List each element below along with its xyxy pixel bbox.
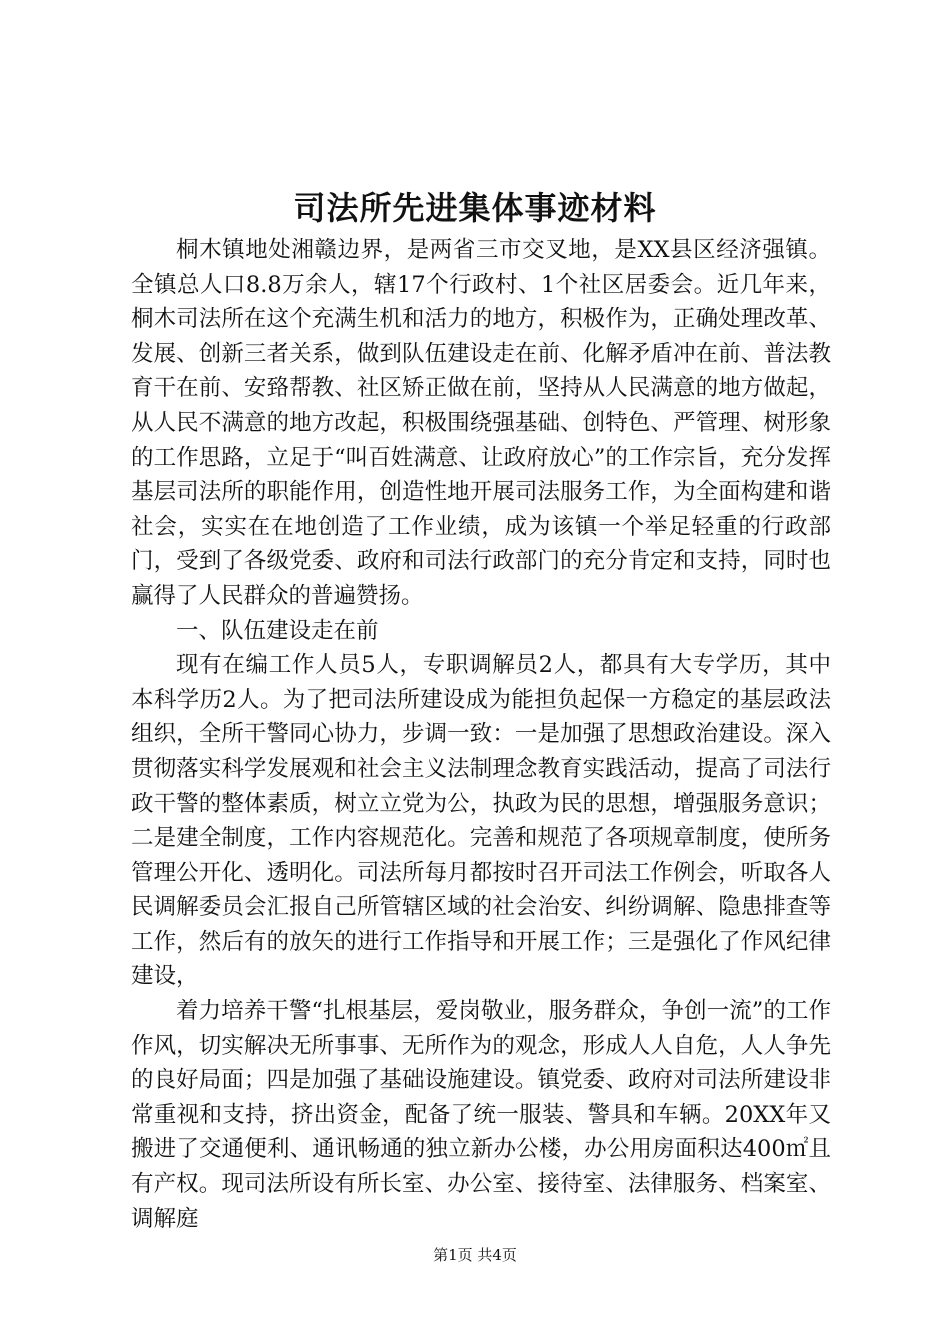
paragraph-style: 着力培养干警“扎根基层，爱岗敬业，服务群众，争创一流”的工作作风，切实解决无所事事、无所作为的观念，形成人人自危，人人争先的良好局面；四是加强了基础设施建设。镇党委、政府对司法所建设非常重视和支持，挤出资金，配备了统一服装、警具和车辆。20XX年又搬进了交通便利、通讯畅通的独立新办公楼，办公用房面积达400㎡且有产权。现司法所设有所长室、办公室、接待室、法律服务、档案室、调解庭 [131, 998, 831, 1232]
document-title: 司法所先进集体事迹材料 [293, 189, 657, 227]
section-heading: 一、队伍建设走在前 [176, 617, 379, 644]
paragraph-intro: 桐木镇地处湘赣边界，是两省三市交叉地，是XX县区经济强镇。全镇总人口8.8万余人，辖17个行政村、1个社区居委会。近几年来，桐木司法所在这个充满生机和活力的地方，积极作为，正确处理改革、发展、创新三者关系，做到队伍建设走在前、化解矛盾冲在前、普法教育干在前、安臵帮教、社区矫正做在前，坚持从人民满意的地方做起，从人民不满意的地方改起，积极围绕强基础、创特色、严管理、树形象的工作思路，立足于“叫百姓满意、让政府放心”的工作宗旨，充分发挥基层司法所的职能作用，创造性地开展司法服务工作，为全面构建和谐社会，实实在在地创造了工作业绩，成为该镇一个举足轻重的行政部门，受到了各级党委、政府和司法行政部门的充分肯定和支持，同时也赢得了人民群众的普遍赞扬。 [131, 237, 831, 609]
document-body [131, 233, 831, 1236]
paragraph-team: 现有在编工作人员5人，专职调解员2人，都具有大专学历，其中本科学历2人。为了把司法所建设成为能担负起保一方稳定的基层政法组织，全所干警同心协力，步调一致：一是加强了思想政治建设。深入贯彻落实科学发展观和社会主义法制理念教育实践活动，提高了司法行政干警的整体素质，树立立党为公，执政为民的思想，增强服务意识；二是建全制度，工作内容规范化。完善和规范了各项规章制度，使所务管理公开化、透明化。司法所每月都按时召开司法工作例会，听取各人民调解委员会汇报自己所管辖区域的社会治安、纠纷调解、隐患排查等工作，然后有的放矢的进行工作指导和开展工作；三是强化了作风纪律建设， [131, 652, 831, 990]
page-number-footer: 第1页 共4页 [433, 1246, 517, 1264]
